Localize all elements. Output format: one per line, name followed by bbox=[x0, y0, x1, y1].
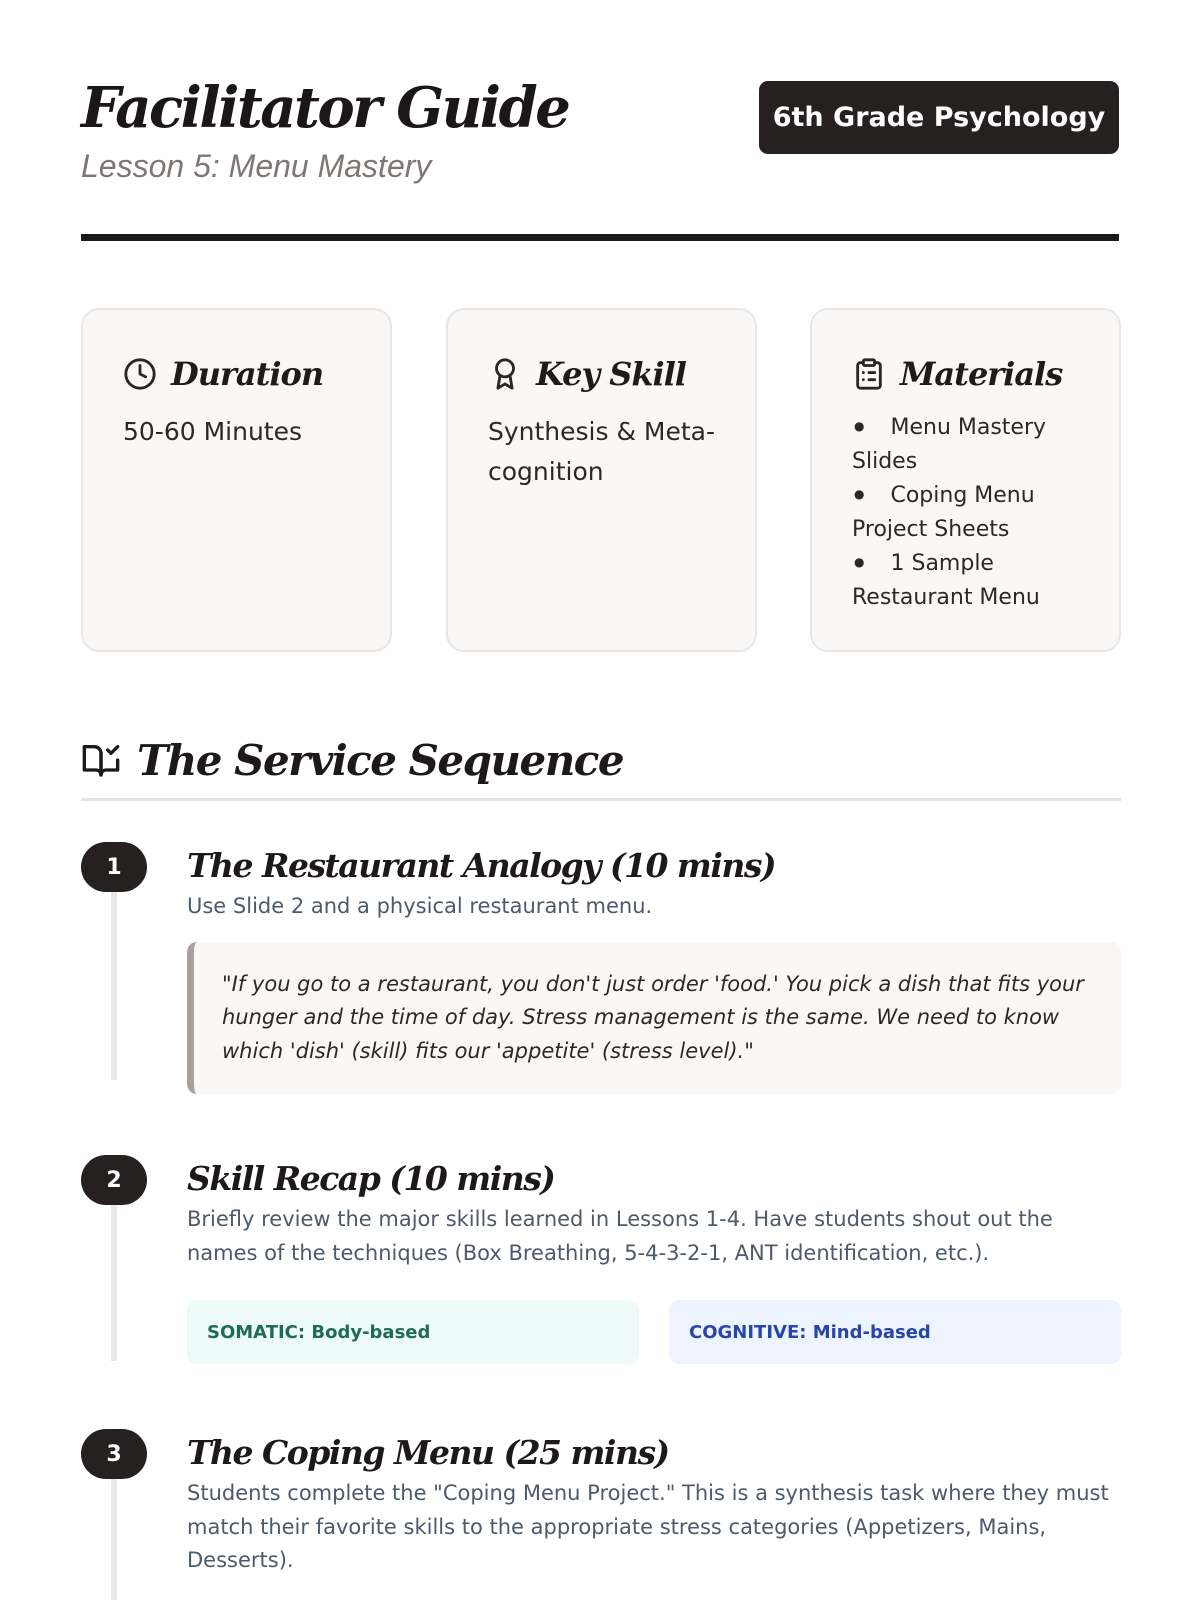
step-connector-line bbox=[111, 892, 117, 1080]
grade-badge: 6th Grade Psychology bbox=[759, 81, 1119, 154]
step-connector-line bbox=[111, 1479, 117, 1600]
header-divider bbox=[81, 234, 1119, 241]
step-connector-line bbox=[111, 1205, 117, 1361]
list-item: ● Menu Mastery Slides bbox=[852, 410, 1079, 478]
step-description: Briefly review the major skills learned in Lessons 1-4. Have students shout out the names of the techniques (Box Breathing, 5-4-3-2-1, ANT identification, etc.). bbox=[187, 1207, 1053, 1265]
duration-card bbox=[81, 308, 392, 652]
materials-card bbox=[810, 308, 1121, 652]
award-icon bbox=[488, 357, 522, 391]
info-cards bbox=[81, 308, 1121, 652]
section-header bbox=[81, 736, 1121, 800]
key-skill-title: Key Skill bbox=[536, 355, 686, 393]
step-content bbox=[187, 1155, 1121, 1364]
page-title: Facilitator Guide bbox=[81, 75, 569, 141]
step-title: The Restaurant Analogy (10 mins) bbox=[187, 846, 776, 885]
step-description: Use Slide 2 and a physical restaurant menu. bbox=[187, 894, 653, 918]
skill-category-tags bbox=[187, 1300, 1121, 1364]
materials-list bbox=[852, 410, 1079, 614]
somatic-tag: SOMATIC: Body-based bbox=[187, 1300, 639, 1364]
page-header bbox=[81, 0, 1119, 240]
step-title: Skill Recap (10 mins) bbox=[187, 1159, 555, 1198]
lesson-subtitle: Lesson 5: Menu Mastery bbox=[81, 148, 432, 184]
script-quote: "If you go to a restaurant, you don't just order 'food.' You pick a dish that fits your hunger and the time of day. Stress management is the same. We need to know which 'dish' (skill) fits our 'appetite' (stress level)." bbox=[187, 942, 1121, 1094]
key-skill-value: Synthesis & Meta-cognition bbox=[488, 417, 716, 486]
cognitive-tag: COGNITIVE: Mind-based bbox=[669, 1300, 1121, 1364]
step-number-badge: 3 bbox=[81, 1429, 147, 1479]
step-title: The Coping Menu (25 mins) bbox=[187, 1433, 669, 1472]
step-content bbox=[187, 842, 1121, 1094]
duration-title: Duration bbox=[171, 355, 324, 393]
list-item: ● Coping Menu Project Sheets bbox=[852, 478, 1079, 546]
step-number-badge: 2 bbox=[81, 1155, 147, 1205]
clock-icon bbox=[123, 357, 157, 391]
section-divider bbox=[81, 798, 1121, 801]
step-number-badge: 1 bbox=[81, 842, 147, 892]
key-skill-card bbox=[446, 308, 757, 652]
list-item: ● 1 Sample Restaurant Menu bbox=[852, 546, 1079, 614]
book-check-icon bbox=[81, 740, 121, 780]
step-content bbox=[187, 1429, 1121, 1578]
step-3 bbox=[81, 1429, 1121, 1600]
section-title: The Service Sequence bbox=[137, 736, 624, 785]
materials-title: Materials bbox=[900, 355, 1063, 393]
step-description: Students complete the "Coping Menu Project." This is a synthesis task where they must match their favorite skills to the appropriate stress categories (Appetizers, Mains, Desserts). bbox=[187, 1481, 1109, 1572]
step-1 bbox=[81, 842, 1121, 1088]
step-2 bbox=[81, 1155, 1121, 1360]
clipboard-icon bbox=[852, 357, 886, 391]
duration-value: 50-60 Minutes bbox=[123, 417, 303, 446]
